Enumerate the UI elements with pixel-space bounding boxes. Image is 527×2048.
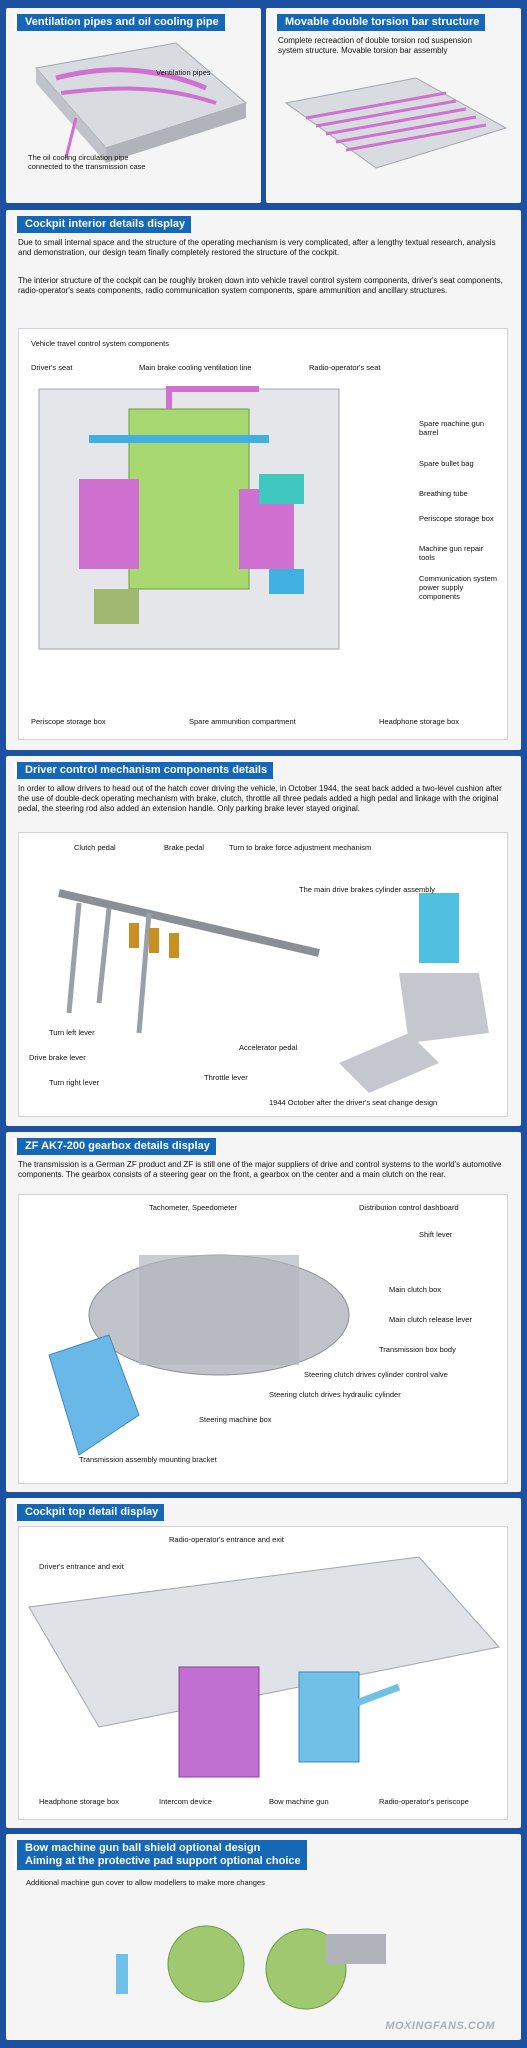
cockpit-travel-label: Vehicle travel control system components	[31, 339, 169, 348]
cockpit-headphone-label: Headphone storage box	[379, 717, 460, 726]
gearbox-hyd-label: Steering clutch drives hydraulic cylinder	[269, 1390, 401, 1399]
driver-drive-brake-label: Drive brake lever	[29, 1053, 86, 1062]
shield-panel	[6, 1834, 521, 2040]
top-art	[18, 1526, 508, 1820]
driver-accel-label: Accelerator pedal	[239, 1043, 298, 1052]
gearbox-clutch-box-label: Main clutch box	[389, 1285, 442, 1294]
gearbox-panel	[6, 1132, 521, 1492]
top-intercom-label: Intercom device	[159, 1797, 212, 1806]
cockpit-breathing-label: Breathing tube	[419, 489, 468, 498]
top-bow-mg-label: Bow machine gun	[269, 1797, 329, 1806]
cockpit-comm-label: Communication system power supply components	[419, 574, 497, 601]
torsion-panel	[266, 8, 521, 203]
top-radio-entrance-label: Radio-operator's entrance and exit	[169, 1535, 284, 1544]
gearbox-clutch-release-label: Main clutch release lever	[389, 1315, 472, 1324]
driver-title: Driver control mechanism components details	[14, 762, 273, 779]
shield-label: Additional machine gun cover to allow modellers to make more changes	[26, 1878, 265, 1887]
cockpit-illustration	[19, 329, 509, 741]
torsion-title: Movable double torsion bar structure	[274, 14, 485, 31]
vent-oil-label: The oil cooling circulation pipe connected to the transmission case	[28, 153, 146, 171]
driver-brake-label: Brake pedal	[164, 843, 205, 852]
driver-panel	[6, 756, 521, 1126]
gearbox-art	[18, 1194, 508, 1484]
gearbox-title: ZF AK7-200 gearbox details display	[14, 1138, 216, 1155]
driver-seat-1944-label: 1944 October after the driver's seat change design	[269, 1098, 438, 1107]
driver-main-drive-label: The main drive brakes cylinder assembly	[299, 885, 435, 894]
top-driver-entrance-label: Driver's entrance and exit	[39, 1562, 124, 1571]
top-radio-periscope-label: Radio-operator's periscope	[379, 1797, 469, 1806]
top-illustration	[19, 1527, 509, 1821]
gearbox-valve-label: Steering clutch drives cylinder control valve	[304, 1370, 448, 1379]
driver-turn-left-label: Turn left lever	[49, 1028, 95, 1037]
watermark: MOXINGFANS.COM	[385, 2020, 495, 2032]
gearbox-para: The transmission is a German ZF product and ZF is still one of the major suppliers of drive and control systems to the world's automotive components. The gearbox consists of a steering gear on the front, a gearbox on the center and a main clutch on the rear.	[18, 1160, 502, 1179]
cockpit-periscope-box-l-label: Periscope storage box	[31, 717, 106, 726]
vent-panel	[6, 8, 261, 203]
top-headphone-label: Headphone storage box	[39, 1797, 120, 1806]
vent-pipes-illustration	[6, 8, 261, 203]
cockpit-spare-ammo-label: Spare ammunition compartment	[189, 717, 296, 726]
gearbox-shift-label: Shift lever	[419, 1230, 453, 1239]
cockpit-para1: Due to small internal space and the structure of the operating mechanism is very complicated, after a lengthy textual research, analysis and demonstration, our design team finally completely restored the structure of the cockpit.	[18, 238, 496, 257]
cockpit-radio-seat-label: Radio-operator's seat	[309, 363, 381, 372]
cockpit-art	[18, 328, 508, 740]
top-panel	[6, 1498, 521, 1828]
driver-turn-force-label: Turn to brake force adjustment mechanism	[229, 843, 372, 852]
driver-art	[18, 832, 508, 1117]
driver-illustration	[19, 833, 509, 1118]
vent-title: Ventilation pipes and oil cooling pipe	[14, 14, 225, 31]
shield-title-line2: Aiming at the protective pad support optional choice	[25, 1855, 301, 1867]
gearbox-tacho-label: Tachometer, Speedometer	[149, 1203, 237, 1212]
driver-para: In order to allow drivers to head out of the hatch cover driving the vehicle, in October 1944, the seat back added a two-level cushion after the use of double-deck operating mechanism with brake, clutch, throttle all three pedals added a high pedal and linkage with the original pedal, the steering rod also added an extension handle. Only parking brake lever stayed original.	[18, 784, 502, 813]
torsion-desc: Complete recreaction of double torsion rod suspension system structure. Movable torsion bar assembly	[278, 36, 472, 55]
cockpit-brake-vent-label: Main brake cooling ventilation line	[139, 363, 252, 372]
cockpit-para2: The interior structure of the cockpit can be roughly broken down into vehicle travel control system components, driver's seat components, radio-operator's seats components, radio communication system components, spare ammunition and ancillary structures.	[18, 276, 503, 295]
cockpit-panel	[6, 210, 521, 750]
gearbox-bracket-label: Transmission assembly mounting bracket	[79, 1455, 217, 1464]
driver-throttle-label: Throttle lever	[204, 1073, 248, 1082]
gearbox-trans-body-label: Transmission box body	[379, 1345, 456, 1354]
cockpit-bullet-bag-label: Spare bullet bag	[419, 459, 474, 468]
cockpit-driver-seat-label: Driver's seat	[31, 363, 73, 372]
driver-turn-right-label: Turn right lever	[49, 1078, 100, 1087]
driver-clutch-label: Clutch pedal	[74, 843, 116, 852]
vent-pipes-label: Ventilation pipes	[156, 68, 211, 77]
cockpit-spare-barrel-label: Spare machine gun barrel	[419, 419, 485, 437]
gearbox-dist-label: Distribution control dashboard	[359, 1203, 459, 1212]
top-title: Cockpit top detail display	[14, 1504, 164, 1521]
shield-illustration	[6, 1834, 521, 2040]
shield-title-line1: Bow machine gun ball shield optional design	[25, 1842, 261, 1854]
cockpit-title: Cockpit interior details display	[14, 216, 191, 233]
cockpit-repair-label: Machine gun repair tools	[419, 544, 484, 562]
cockpit-periscope-box-r-label: Periscope storage box	[419, 514, 494, 523]
gearbox-steer-box-label: Steering machine box	[199, 1415, 272, 1424]
